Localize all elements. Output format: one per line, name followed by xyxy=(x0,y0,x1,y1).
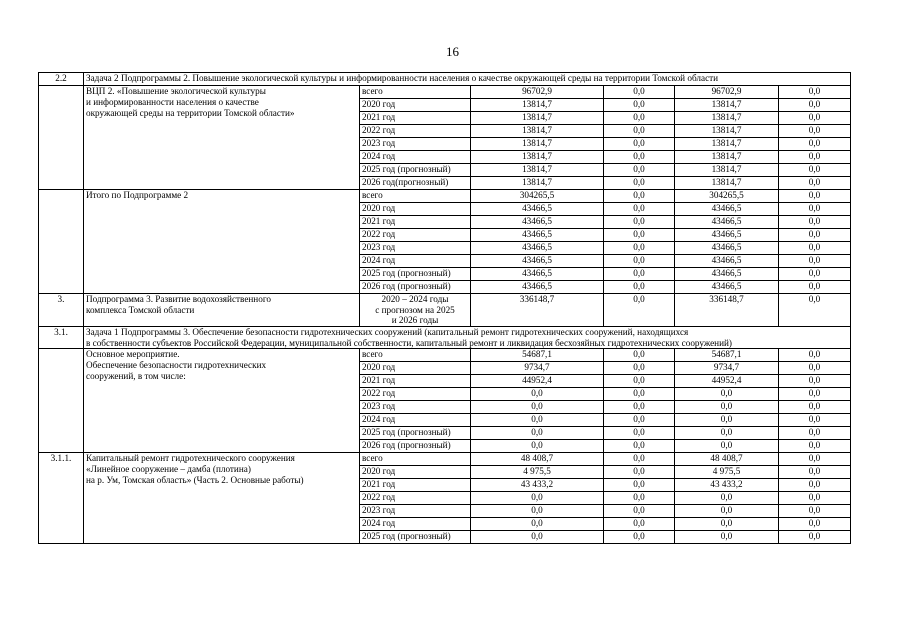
period-cell: 2020 год xyxy=(360,466,471,479)
value-cell: 43466,5 xyxy=(675,203,779,216)
period-cell: всего xyxy=(360,349,471,362)
period-cell: 2020 год xyxy=(360,99,471,112)
task-text: Задача 1 Подпрограммы 3. Обеспечение безопасности гидротехнических сооружений (капитальный ремонт гидротехнических сооружений, находящихся в собственности субъектов Российской Федерации, муниципальной собственности, капитальный ремонт и ликвидация бесхозяйных гидротехнических сооружений) xyxy=(84,326,851,349)
value-cell: 0,0 xyxy=(779,531,851,544)
value-cell: 336148,7 xyxy=(675,294,779,327)
value-cell: 0,0 xyxy=(604,281,675,294)
value-cell: 43466,5 xyxy=(471,216,604,229)
value-cell: 0,0 xyxy=(779,229,851,242)
value-cell: 0,0 xyxy=(604,177,675,190)
value-cell: 0,0 xyxy=(675,427,779,440)
value-cell: 43466,5 xyxy=(471,281,604,294)
value-cell: 0,0 xyxy=(779,492,851,505)
value-cell: 0,0 xyxy=(779,401,851,414)
value-cell: 0,0 xyxy=(604,216,675,229)
value-cell: 0,0 xyxy=(779,86,851,99)
period-cell: 2025 год (прогнозный) xyxy=(360,164,471,177)
value-cell: 54687,1 xyxy=(471,349,604,362)
row-code: 3. xyxy=(39,294,84,327)
value-cell: 0,0 xyxy=(471,388,604,401)
value-cell: 0,0 xyxy=(779,216,851,229)
value-cell: 0,0 xyxy=(604,138,675,151)
period-cell: 2024 год xyxy=(360,151,471,164)
value-cell: 0,0 xyxy=(779,414,851,427)
value-cell: 0,0 xyxy=(471,505,604,518)
value-cell: 43466,5 xyxy=(471,268,604,281)
value-cell: 0,0 xyxy=(604,466,675,479)
value-cell: 13814,7 xyxy=(471,125,604,138)
value-cell: 0,0 xyxy=(471,492,604,505)
period-cell: 2025 год (прогнозный) xyxy=(360,531,471,544)
value-cell: 304265,5 xyxy=(675,190,779,203)
table-body xyxy=(39,73,851,544)
period-cell: 2025 год (прогнозный) xyxy=(360,268,471,281)
period-cell: 2022 год xyxy=(360,492,471,505)
value-cell: 13814,7 xyxy=(675,177,779,190)
value-cell: 13814,7 xyxy=(471,112,604,125)
value-cell: 0,0 xyxy=(779,164,851,177)
value-cell: 0,0 xyxy=(604,401,675,414)
period-cell: 2024 год xyxy=(360,414,471,427)
value-cell: 43466,5 xyxy=(675,229,779,242)
value-cell: 0,0 xyxy=(604,518,675,531)
value-cell: 0,0 xyxy=(604,349,675,362)
row-code: 3.1. xyxy=(39,326,84,349)
value-cell: 0,0 xyxy=(779,294,851,327)
period-cell: 2021 год xyxy=(360,375,471,388)
value-cell: 96702,9 xyxy=(471,86,604,99)
period-cell: 2021 год xyxy=(360,216,471,229)
value-cell: 13814,7 xyxy=(471,99,604,112)
value-cell: 13814,7 xyxy=(675,164,779,177)
value-cell: 0,0 xyxy=(675,401,779,414)
period-cell: 2025 год (прогнозный) xyxy=(360,427,471,440)
value-cell: 0,0 xyxy=(675,531,779,544)
value-cell: 13814,7 xyxy=(471,177,604,190)
value-cell: 0,0 xyxy=(779,453,851,466)
value-cell: 43466,5 xyxy=(471,203,604,216)
value-cell: 43466,5 xyxy=(675,242,779,255)
value-cell: 0,0 xyxy=(604,440,675,453)
value-cell: 0,0 xyxy=(604,453,675,466)
period-cell: всего xyxy=(360,453,471,466)
value-cell: 43 433,2 xyxy=(471,479,604,492)
value-cell: 13814,7 xyxy=(675,138,779,151)
value-cell: 0,0 xyxy=(604,112,675,125)
value-cell: 43 433,2 xyxy=(675,479,779,492)
value-cell: 0,0 xyxy=(779,99,851,112)
row-code: 3.1.1. xyxy=(39,453,84,544)
value-cell: 4 975,5 xyxy=(675,466,779,479)
value-cell: 44952,4 xyxy=(471,375,604,388)
value-cell: 0,0 xyxy=(604,151,675,164)
table-row xyxy=(39,453,851,466)
value-cell: 0,0 xyxy=(604,268,675,281)
row-code xyxy=(39,349,84,453)
value-cell: 43466,5 xyxy=(471,242,604,255)
value-cell: 0,0 xyxy=(471,414,604,427)
value-cell: 0,0 xyxy=(779,518,851,531)
value-cell: 0,0 xyxy=(779,281,851,294)
value-cell: 0,0 xyxy=(779,112,851,125)
task-row xyxy=(39,73,851,86)
row-name: ВЦП 2. «Повышение экологической культуры и информированности населения о качестве окружающей среды на территории Томской области» xyxy=(84,86,360,190)
value-cell: 0,0 xyxy=(471,531,604,544)
value-cell: 0,0 xyxy=(779,375,851,388)
value-cell: 13814,7 xyxy=(471,164,604,177)
value-cell: 0,0 xyxy=(604,99,675,112)
value-cell: 0,0 xyxy=(779,125,851,138)
value-cell: 43466,5 xyxy=(675,268,779,281)
task-row xyxy=(39,326,851,349)
value-cell: 0,0 xyxy=(779,177,851,190)
table-row xyxy=(39,190,851,203)
value-cell: 0,0 xyxy=(675,414,779,427)
value-cell: 0,0 xyxy=(675,505,779,518)
period-cell: 2026 год (прогнозный) xyxy=(360,440,471,453)
value-cell: 13814,7 xyxy=(675,125,779,138)
value-cell: 0,0 xyxy=(779,190,851,203)
period-cell: 2024 год xyxy=(360,255,471,268)
row-code xyxy=(39,190,84,294)
value-cell: 0,0 xyxy=(604,388,675,401)
period-cell: 2024 год xyxy=(360,518,471,531)
value-cell: 0,0 xyxy=(604,242,675,255)
value-cell: 0,0 xyxy=(604,492,675,505)
value-cell: 0,0 xyxy=(675,492,779,505)
value-cell: 9734,7 xyxy=(471,362,604,375)
value-cell: 0,0 xyxy=(604,362,675,375)
value-cell: 43466,5 xyxy=(471,229,604,242)
value-cell: 0,0 xyxy=(604,427,675,440)
value-cell: 43466,5 xyxy=(675,281,779,294)
value-cell: 0,0 xyxy=(779,255,851,268)
value-cell: 48 408,7 xyxy=(675,453,779,466)
value-cell: 0,0 xyxy=(604,479,675,492)
value-cell: 44952,4 xyxy=(675,375,779,388)
value-cell: 0,0 xyxy=(471,440,604,453)
value-cell: 0,0 xyxy=(779,427,851,440)
period-cell: 2021 год xyxy=(360,479,471,492)
period-cell: 2020 год xyxy=(360,203,471,216)
value-cell: 0,0 xyxy=(779,388,851,401)
value-cell: 0,0 xyxy=(779,505,851,518)
value-cell: 0,0 xyxy=(471,518,604,531)
value-cell: 0,0 xyxy=(779,440,851,453)
value-cell: 0,0 xyxy=(604,255,675,268)
page-number: 16 xyxy=(446,44,459,59)
budget-table xyxy=(38,72,851,544)
value-cell: 0,0 xyxy=(604,229,675,242)
value-cell: 13814,7 xyxy=(675,151,779,164)
value-cell: 13814,7 xyxy=(471,138,604,151)
value-cell: 13814,7 xyxy=(471,151,604,164)
value-cell: 0,0 xyxy=(471,427,604,440)
value-cell: 0,0 xyxy=(604,375,675,388)
period-cell: 2023 год xyxy=(360,138,471,151)
period-cell: 2023 год xyxy=(360,505,471,518)
row-code xyxy=(39,86,84,190)
subprogram-row xyxy=(39,294,851,327)
value-cell: 0,0 xyxy=(779,466,851,479)
value-cell: 0,0 xyxy=(779,349,851,362)
period-cell: 2026 год(прогнозный) xyxy=(360,177,471,190)
value-cell: 43466,5 xyxy=(471,255,604,268)
value-cell: 0,0 xyxy=(604,531,675,544)
value-cell: 0,0 xyxy=(604,294,675,327)
period-cell: 2021 год xyxy=(360,112,471,125)
value-cell: 336148,7 xyxy=(471,294,604,327)
value-cell: 0,0 xyxy=(604,190,675,203)
period-cell: 2020 год xyxy=(360,362,471,375)
value-cell: 0,0 xyxy=(675,388,779,401)
table-row xyxy=(39,86,851,99)
value-cell: 4 975,5 xyxy=(471,466,604,479)
period-cell: всего xyxy=(360,86,471,99)
period-cell: 2026 год (прогнозный) xyxy=(360,281,471,294)
value-cell: 0,0 xyxy=(604,203,675,216)
value-cell: 0,0 xyxy=(779,268,851,281)
value-cell: 48 408,7 xyxy=(471,453,604,466)
row-name: Основное мероприятие. Обеспечение безопасности гидротехнических сооружений, в том числе: xyxy=(84,349,360,453)
value-cell: 0,0 xyxy=(604,125,675,138)
value-cell: 43466,5 xyxy=(675,216,779,229)
value-cell: 0,0 xyxy=(779,362,851,375)
value-cell: 0,0 xyxy=(779,479,851,492)
period-cell: 2023 год xyxy=(360,401,471,414)
value-cell: 0,0 xyxy=(675,518,779,531)
period-cell: 2022 год xyxy=(360,388,471,401)
value-cell: 0,0 xyxy=(604,164,675,177)
task-text: Задача 2 Подпрограммы 2. Повышение экологической культуры и информированности населения о качестве окружающей среды на территории Томской области xyxy=(84,73,851,86)
value-cell: 0,0 xyxy=(675,440,779,453)
value-cell: 0,0 xyxy=(779,203,851,216)
value-cell: 96702,9 xyxy=(675,86,779,99)
value-cell: 0,0 xyxy=(604,86,675,99)
value-cell: 54687,1 xyxy=(675,349,779,362)
row-name: Итого по Подпрограмме 2 xyxy=(84,190,360,294)
value-cell: 0,0 xyxy=(604,414,675,427)
subprogram-name: Подпрограмма 3. Развитие водохозяйственного комплекса Томской области xyxy=(84,294,360,327)
subprogram-period: 2020 – 2024 годы с прогнозом на 2025 и 2026 годы xyxy=(360,294,471,327)
value-cell: 0,0 xyxy=(604,505,675,518)
row-code: 2.2 xyxy=(39,73,84,86)
value-cell: 9734,7 xyxy=(675,362,779,375)
value-cell: 304265,5 xyxy=(471,190,604,203)
table-row xyxy=(39,349,851,362)
row-name: Капитальный ремонт гидротехнического сооружения «Линейное сооружение – дамба (плотина) на р. Ум, Томская область» (Часть 2. Основные работы) xyxy=(84,453,360,544)
period-cell: 2022 год xyxy=(360,229,471,242)
value-cell: 0,0 xyxy=(779,242,851,255)
value-cell: 0,0 xyxy=(471,401,604,414)
period-cell: всего xyxy=(360,190,471,203)
value-cell: 0,0 xyxy=(779,151,851,164)
value-cell: 13814,7 xyxy=(675,99,779,112)
value-cell: 0,0 xyxy=(779,138,851,151)
value-cell: 43466,5 xyxy=(675,255,779,268)
period-cell: 2023 год xyxy=(360,242,471,255)
value-cell: 13814,7 xyxy=(675,112,779,125)
period-cell: 2022 год xyxy=(360,125,471,138)
